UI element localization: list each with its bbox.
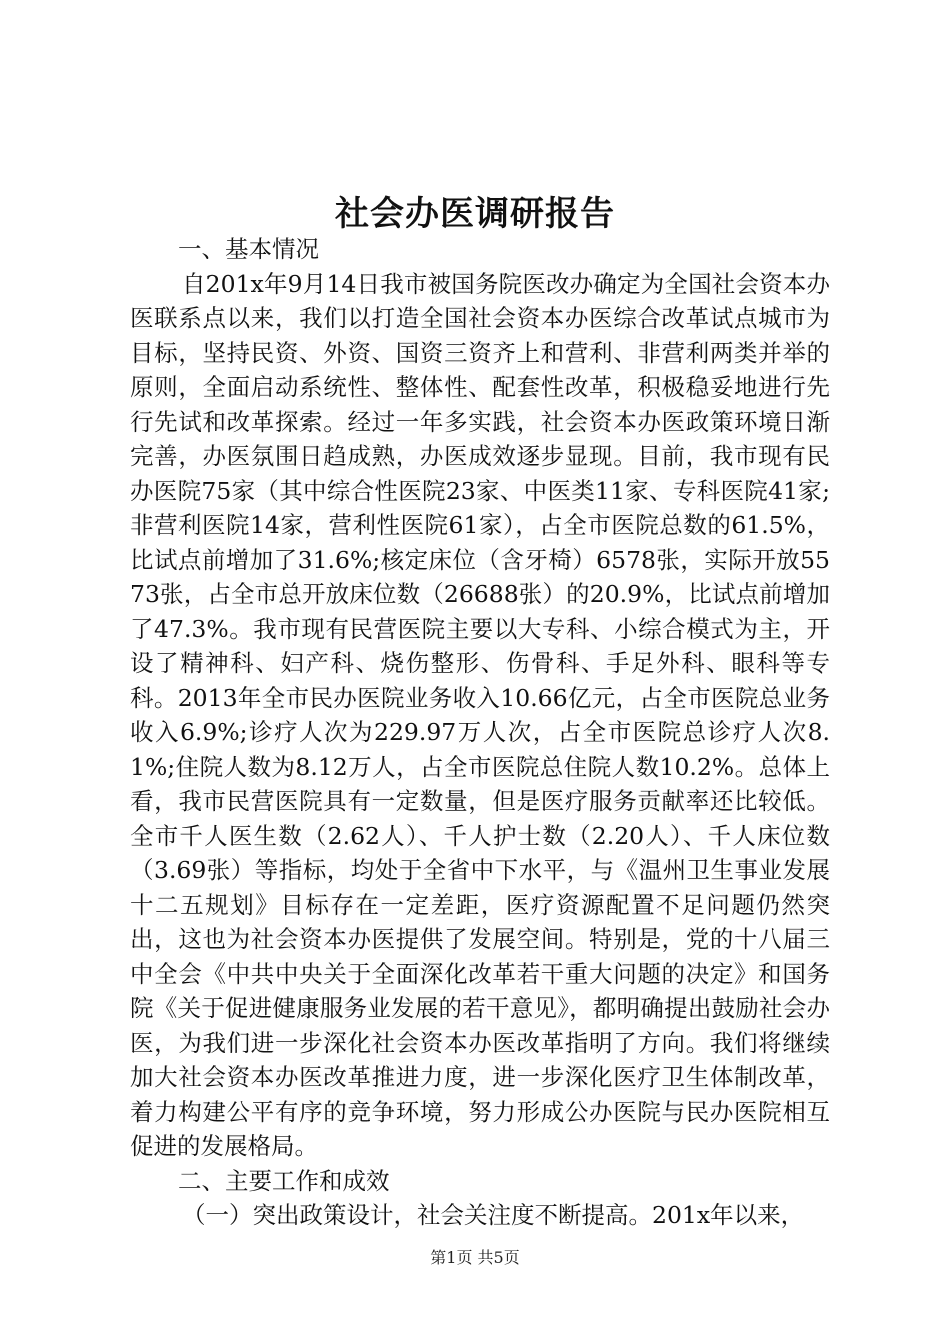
page-number-footer: 第1页 共5页 (430, 1248, 520, 1267)
paragraph-policy-design: （一）突出政策设计，社会关注度不断提高。201x年以来， (182, 1201, 805, 1229)
section-heading-main-work: 二、主要工作和成效 (178, 1166, 390, 1195)
paragraph-basic-situation: 自201x年9月14日我市被国务院医改办确定为全国社会资本办医联系点以来，我们以打造全国社会资本办医综合改革试点城市为目标，坚持民资、外资、国资三资齐上和营利、非营利两类并举的原则，全面启动系统性、整体性、配套性改革，积极稳妥地进行先行先试和改革探索。经过一年多实践，社会资本办医政策环境日渐完善，办医氛围日趋成熟，办医成效逐步显现。目前，我市现有民办医院75家（其中综合性医院23家、中医类11家、专科医院41家;非营利医院14家，营利性医院61家），占全市医院总数的61.5%，比试点前增加了31.6%;核定床位（含牙椅）6578张，实际开放5573张，占全市总开放床位数（26688张）的20.9%，比试点前增加了47.3%。我市现有民营医院主要以大专科、小综合模式为主，开设了精神科、妇产科、烧伤整形、伤骨科、手足外科、眼科等专科。2013年全市民办医院业务收入10.66亿元，占全市医院总业务收入6.9%;诊疗人次为229.97万人次，占全市医院总诊疗人次8.1%;住院人数为8.12万人，占全市医院总住院人数10.2%。总体上看，我市民营医院具有一定数量，但是医疗服务贡献率还比较低。全市千人医生数（2.62人）、千人护士数（2.20人）、千人床位数（3.69张）等指标，均处于全省中下水平，与《温州卫生事业发展十二五规划》目标存在一定差距，医疗资源配置不足问题仍然突出，这也为社会资本办医提供了发展空间。特别是，党的十八届三中全会《中共中央关于全面深化改革若干重大问题的决定》和国务院《关于促进健康服务业发展的若干意见》，都明确提出鼓励社会办医，为我们进一步深化社会资本办医改革指明了方向。我们将继续加大社会资本办医改革推进力度，进一步深化医疗卫生体制改革，着力构建公平有序的竞争环境，努力形成公办医院与民办医院相互促进的发展格局。 (130, 269, 830, 1160)
document-title: 社会办医调研报告 (335, 194, 615, 234)
section-heading-basic-situation: 一、基本情况 (178, 235, 319, 263)
document-body (130, 232, 830, 1233)
